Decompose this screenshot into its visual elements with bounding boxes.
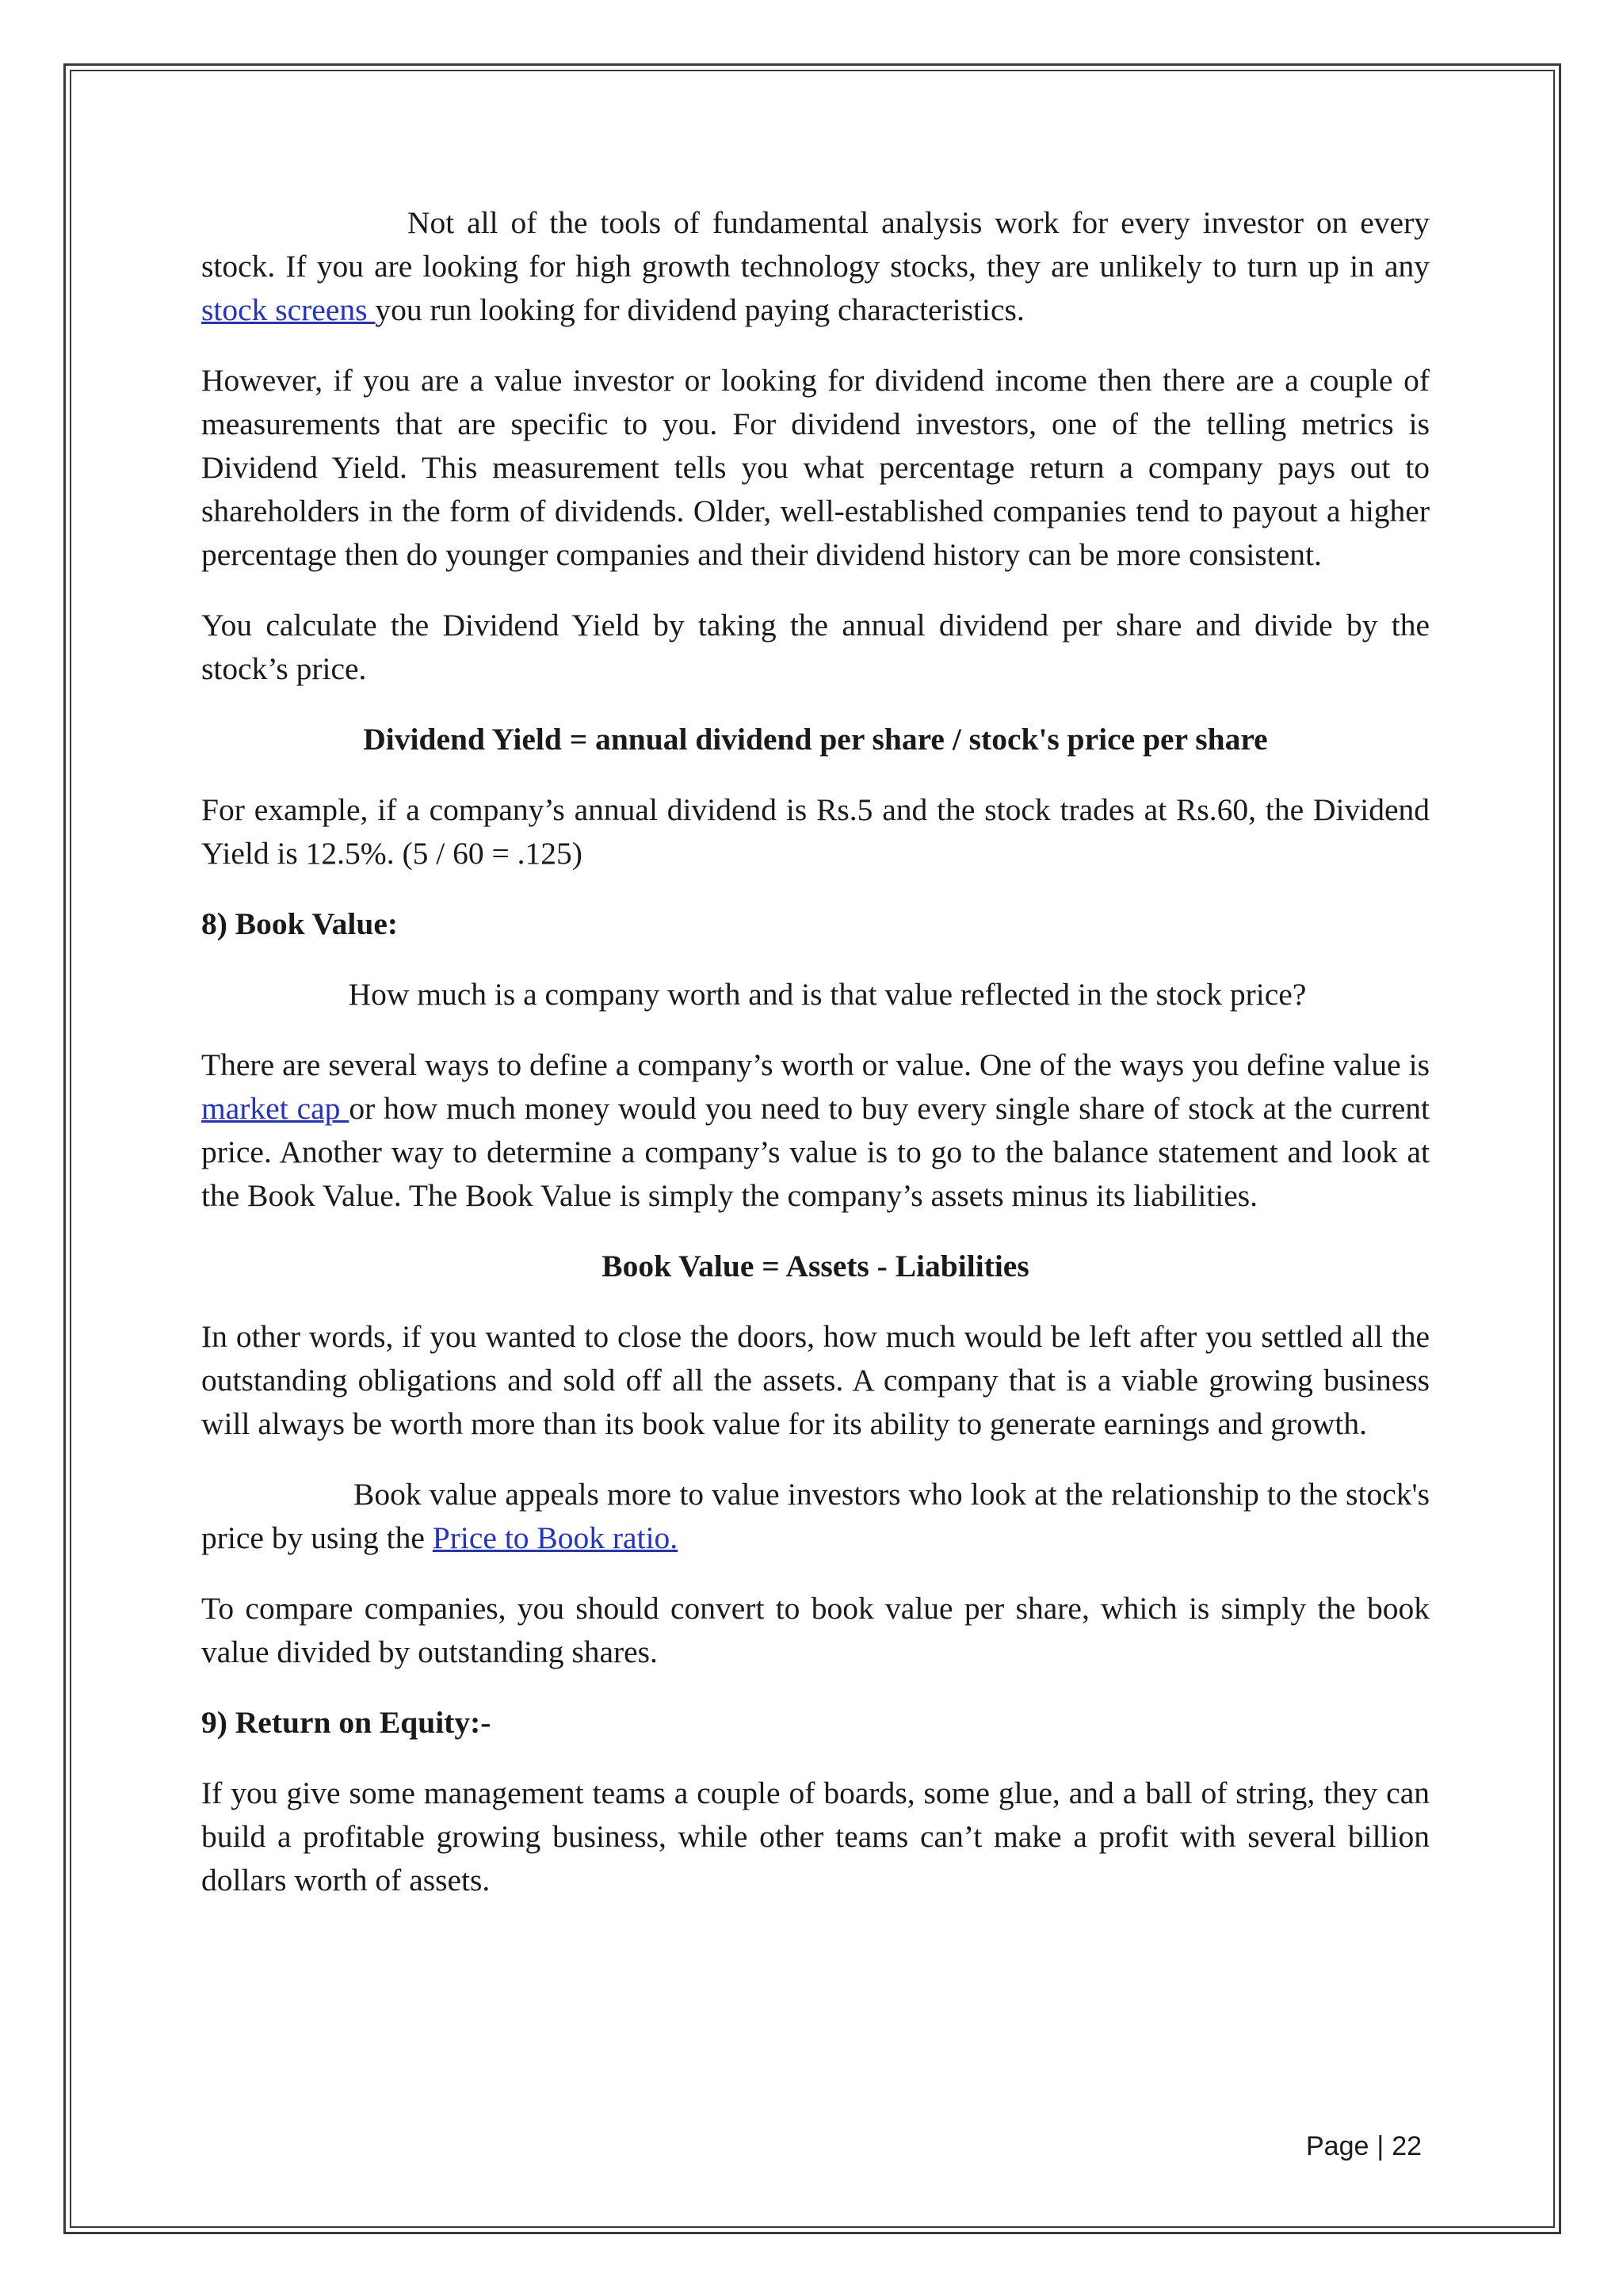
paragraph-dividend-example: For example, if a company’s annual dividend is Rs.5 and the stock trades at Rs.60, the Dividend Yield is 12.5%. (5 / 60 = .125) — [201, 792, 1430, 871]
section-heading-book-value: 8) Book Value: — [201, 906, 399, 941]
page-label: Page — [1306, 2131, 1369, 2161]
paragraph-dividend-investors: However, if you are a value investor or looking for dividend income then there are a couple of measurements that are specific to you. For dividend investors, one of the telling metrics is Dividend Yield. This measurement tells you what percentage return a company pays out to shareholders in the form of dividends. Older, well-established companies tend to payout a higher percentage then do younger companies and their dividend history can be more consistent. — [201, 363, 1430, 572]
paragraph-tools-intro — [201, 201, 1430, 332]
market-cap-link[interactable]: market cap — [201, 1091, 349, 1126]
paragraph-text: Not all of the tools of fundamental analysis work for every investor on every stock. If you are looking for high growth technology stocks, they are unlikely to turn up in any — [201, 205, 1430, 284]
formula-dividend-yield: Dividend Yield = annual dividend per share / stock's price per share — [363, 722, 1268, 757]
paragraph-text: you run looking for dividend paying characteristics. — [375, 292, 1025, 327]
paragraph-close-doors: In other words, if you wanted to close the doors, how much would be left after you settled all the outstanding obligations and sold off all the assets. A company that is a viable growing business will always be worth more than its book value for its ability to generate earnings and growth. — [201, 1319, 1430, 1441]
page-footer — [1306, 2131, 1422, 2162]
page-body — [201, 201, 1430, 1929]
page-separator: | — [1377, 2131, 1384, 2161]
paragraph-text: or how much money would you need to buy every single share of stock at the current price. Another way to determine a company’s value is to go to the balance statement and look at the Book Value. The Book Value is simply the company’s assets minus its liabilities. — [201, 1091, 1430, 1213]
page-number: 22 — [1392, 2131, 1423, 2161]
price-to-book-link[interactable]: Price to Book ratio. — [432, 1520, 678, 1555]
paragraph-text: Book value appeals more to value investors who look at the relationship to the stock's price by using the — [201, 1477, 1430, 1555]
section-heading-return-on-equity: 9) Return on Equity:- — [201, 1705, 491, 1740]
stock-screens-link[interactable]: stock screens — [201, 292, 376, 327]
book-value-question: How much is a company worth and is that value reflected in the stock price? — [348, 977, 1307, 1012]
paragraph-dividend-calc: You calculate the Dividend Yield by taking the annual dividend per share and divide by the stock’s price. — [201, 608, 1430, 686]
formula-book-value: Book Value = Assets - Liabilities — [601, 1249, 1029, 1283]
paragraph-management-teams: If you give some management teams a couple of boards, some glue, and a ball of string, they can build a profitable growing business, while other teams can’t make a profit with several billion dollars worth of assets. — [201, 1775, 1430, 1897]
paragraph-text: There are several ways to define a company’s worth or value. One of the ways you define value is — [201, 1047, 1430, 1082]
paragraph-company-worth — [201, 1043, 1430, 1218]
paragraph-value-investors — [201, 1473, 1430, 1560]
paragraph-compare-companies: To compare companies, you should convert to book value per share, which is simply the book value divided by outstanding shares. — [201, 1591, 1430, 1669]
